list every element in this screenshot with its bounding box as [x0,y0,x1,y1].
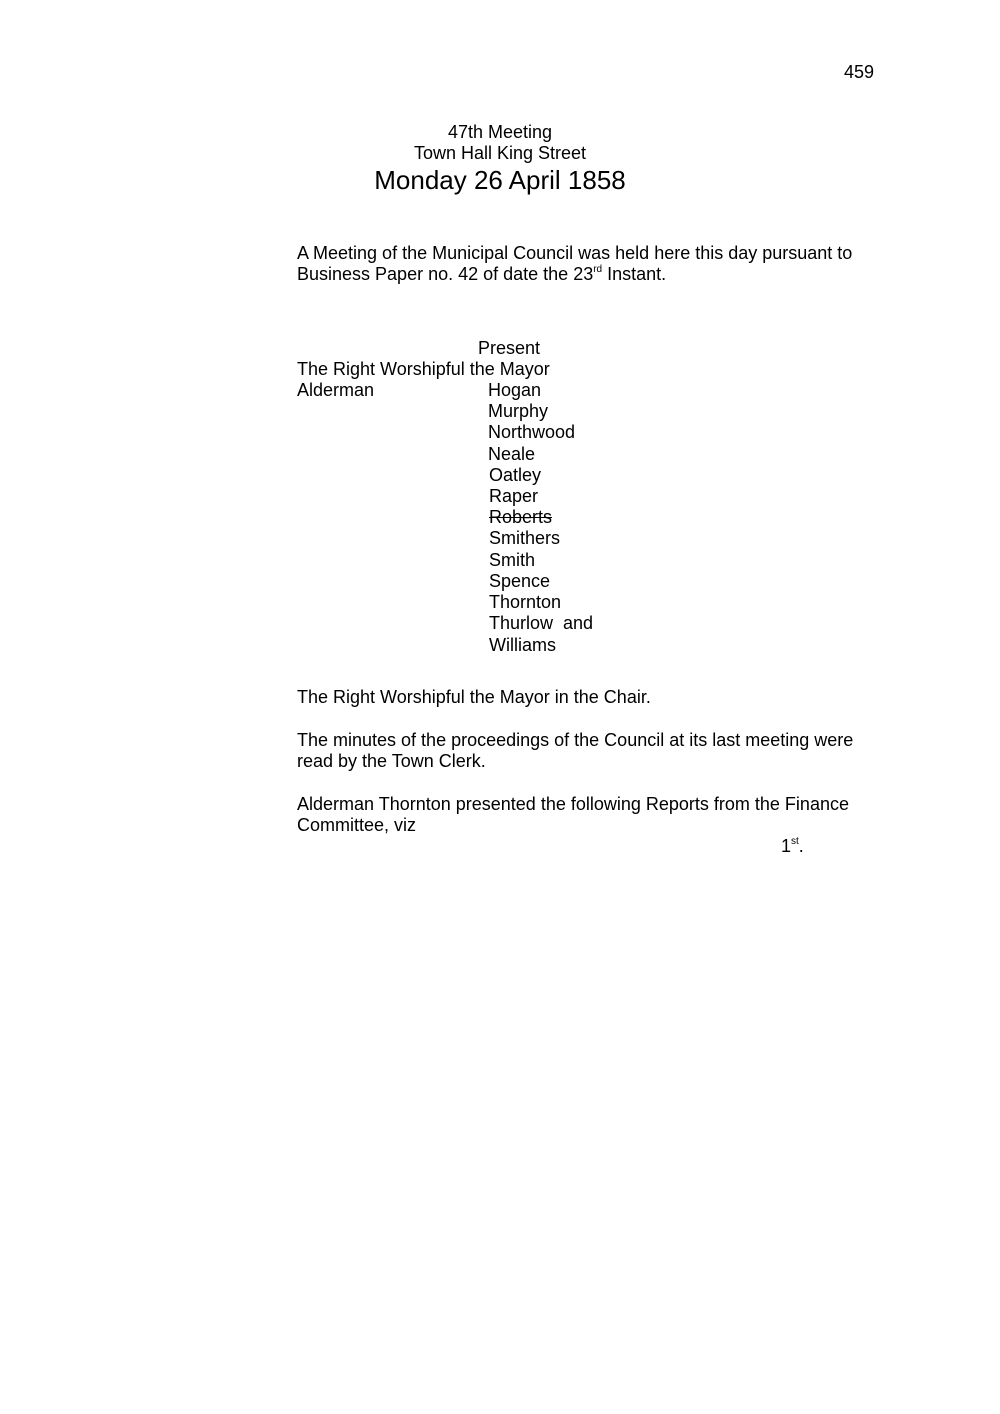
intro-line-2: Business Paper no. 42 of date the 23rd Instant. [297,264,667,284]
meeting-date: Monday 26 April 1858 [374,165,626,195]
meeting-location: Town Hall King Street [413,143,587,163]
alderman-name: Smith [489,550,536,570]
alderman-name: Neale [488,444,536,464]
intro-line-1: A Meeting of the Municipal Council was held here this day pursuant to [297,243,853,263]
alderman-name: Murphy [488,401,549,421]
alderman-name-struck: Roberts [489,507,553,527]
alderman-name: Oatley [489,465,542,485]
reports-line-2: Committee, viz [297,815,417,835]
alderman-name: Williams [489,635,556,655]
alderman-label: Alderman [297,380,375,400]
alderman-name: Thurlow and [489,613,594,633]
chair-statement: The Right Worshipful the Mayor in the Chair. [297,687,651,707]
catchword: 1st. [781,836,804,856]
alderman-name: Hogan [488,380,542,400]
alderman-name: Northwood [488,422,576,442]
minutes-line-1: The minutes of the proceedings of the Council at its last meeting were [297,730,854,750]
intro-ordinal-suffix: rd [593,264,603,275]
alderman-name: Thornton [489,592,562,612]
minutes-line-2: read by the Town Clerk. [297,751,486,771]
present-heading: Present [478,338,541,358]
meeting-number: 47th Meeting [447,122,553,142]
reports-line-1: Alderman Thornton presented the following Reports from the Finance [297,794,849,814]
mayor-line: The Right Worshipful the Mayor [297,359,550,379]
alderman-name: Spence [489,571,551,591]
alderman-name: Raper [489,486,539,506]
page-number: 459 [844,62,875,82]
alderman-name: Smithers [489,528,561,548]
catchword-ordinal-suffix: st [791,836,799,847]
